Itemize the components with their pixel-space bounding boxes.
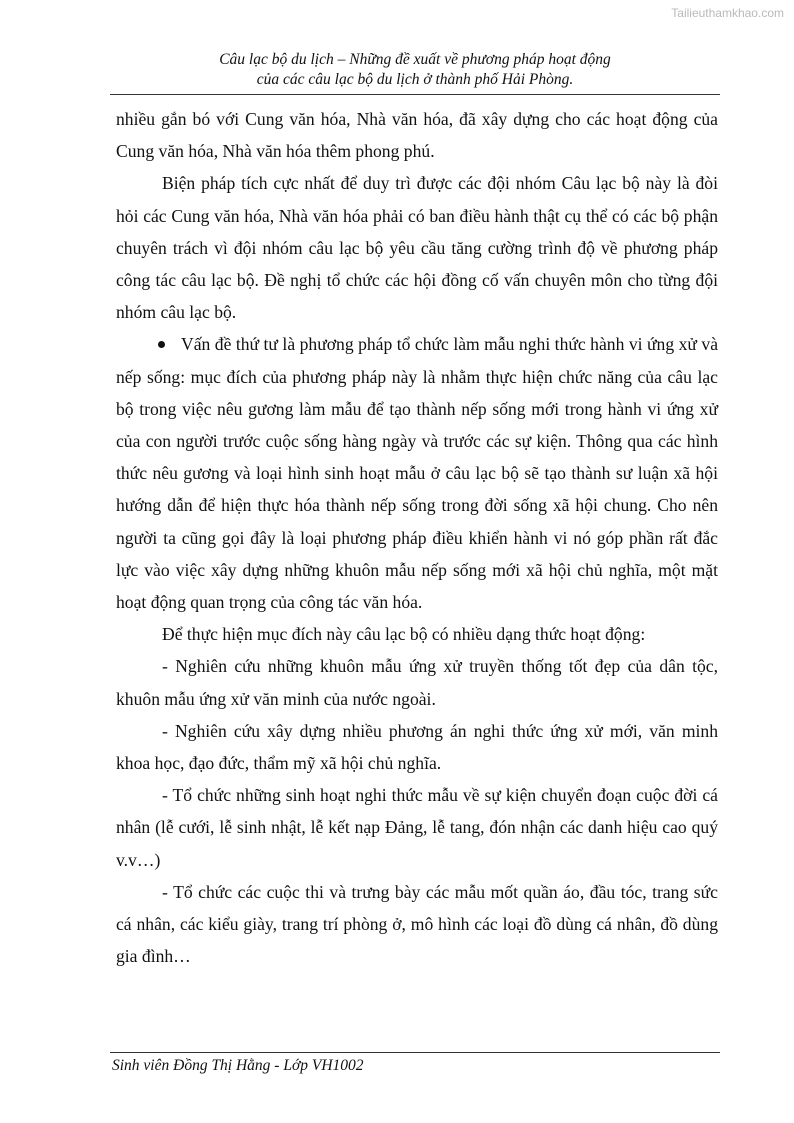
paragraph: Để thực hiện mục đích này câu lạc bộ có nhiều dạng thức hoạt động: bbox=[162, 624, 646, 645]
footer-divider bbox=[110, 1052, 720, 1053]
bullet-icon bbox=[158, 341, 165, 348]
watermark: Tailieuthamkhao.com bbox=[671, 6, 784, 20]
header-divider bbox=[110, 94, 720, 95]
bullet-paragraph bbox=[116, 328, 718, 618]
list-item: - Tổ chức các cuộc thi và trưng bày các mẫu mốt quần áo, đầu tóc, trang sức cá nhân, các kiểu giày, trang trí phòng ở, mô hình các loại đồ dùng cá nhân, đồ dùng gia đình… bbox=[116, 881, 718, 967]
document-body bbox=[116, 103, 718, 972]
bullet-text: Vấn đề thứ tư là phương pháp tổ chức làm mẫu nghi thức hành vi ứng xử và nếp sống: mục đích của phương pháp này là nhằm thực hiện chức năng của câu lạc bộ trong việc nêu gương làm mẫu để tạo thành nếp sống mới trong hành vi ứng xử của con người trước cuộc sống hàng ngày và trước các sự kiện. Thông qua các hình thức nêu gương và loại hình sinh hoạt mẫu ở câu lạc bộ sẽ tạo thành sư luận xã hội hướng dẫn để hiện thực hóa thành nếp sống trong đời sống xã hội chung. Cho nên người ta cũng gọi đây là loại phương pháp điều khiển hành vi nó góp phần rất đắc lực vào việc xây dựng những khuôn mẫu nếp sống mới xã hội chủ nghĩa, một mặt hoạt động quan trọng của công tác văn hóa. bbox=[116, 334, 718, 613]
paragraph: nhiều gắn bó với Cung văn hóa, Nhà văn hóa, đã xây dựng cho các hoạt động của Cung văn hóa, Nhà văn hóa thêm phong phú. bbox=[116, 109, 718, 162]
running-footer: Sinh viên Đồng Thị Hằng - Lớp VH1002 bbox=[112, 1057, 364, 1074]
header-line-1: Câu lạc bộ du lịch – Những đề xuất về phương pháp hoạt động bbox=[219, 51, 611, 68]
header-line-2: của các câu lạc bộ du lịch ở thành phố Hải Phòng. bbox=[256, 71, 574, 88]
list-item: - Tổ chức những sinh hoạt nghi thức mẫu về sự kiện chuyển đoạn cuộc đời cá nhân (lễ cưới, lễ sinh nhật, lễ kết nạp Đảng, lễ tang, đón nhận các danh hiệu cao quý v.v…) bbox=[116, 785, 718, 870]
list-item: - Nghiên cứu xây dựng nhiều phương án nghi thức ứng xử mới, văn minh khoa học, đạo đức, thẩm mỹ xã hội chủ nghĩa. bbox=[116, 720, 718, 774]
paragraph: Biện pháp tích cực nhất để duy trì được các đội nhóm Câu lạc bộ này là đòi hỏi các Cung văn hóa, Nhà văn hóa phải có ban điều hành thật cụ thể có các bộ phận chuyên trách vì đội nhóm câu lạc bộ yêu cầu tăng cường trình độ về phương pháp công tác câu lạc bộ. Đề nghị tổ chức các hội đồng cố vấn chuyên môn cho từng đội nhóm câu lạc bộ. bbox=[116, 173, 718, 323]
running-header bbox=[110, 50, 720, 90]
list-item: - Nghiên cứu những khuôn mẫu ứng xử truyền thống tốt đẹp của dân tộc, khuôn mẫu ứng xử văn minh của nước ngoài. bbox=[116, 656, 718, 709]
